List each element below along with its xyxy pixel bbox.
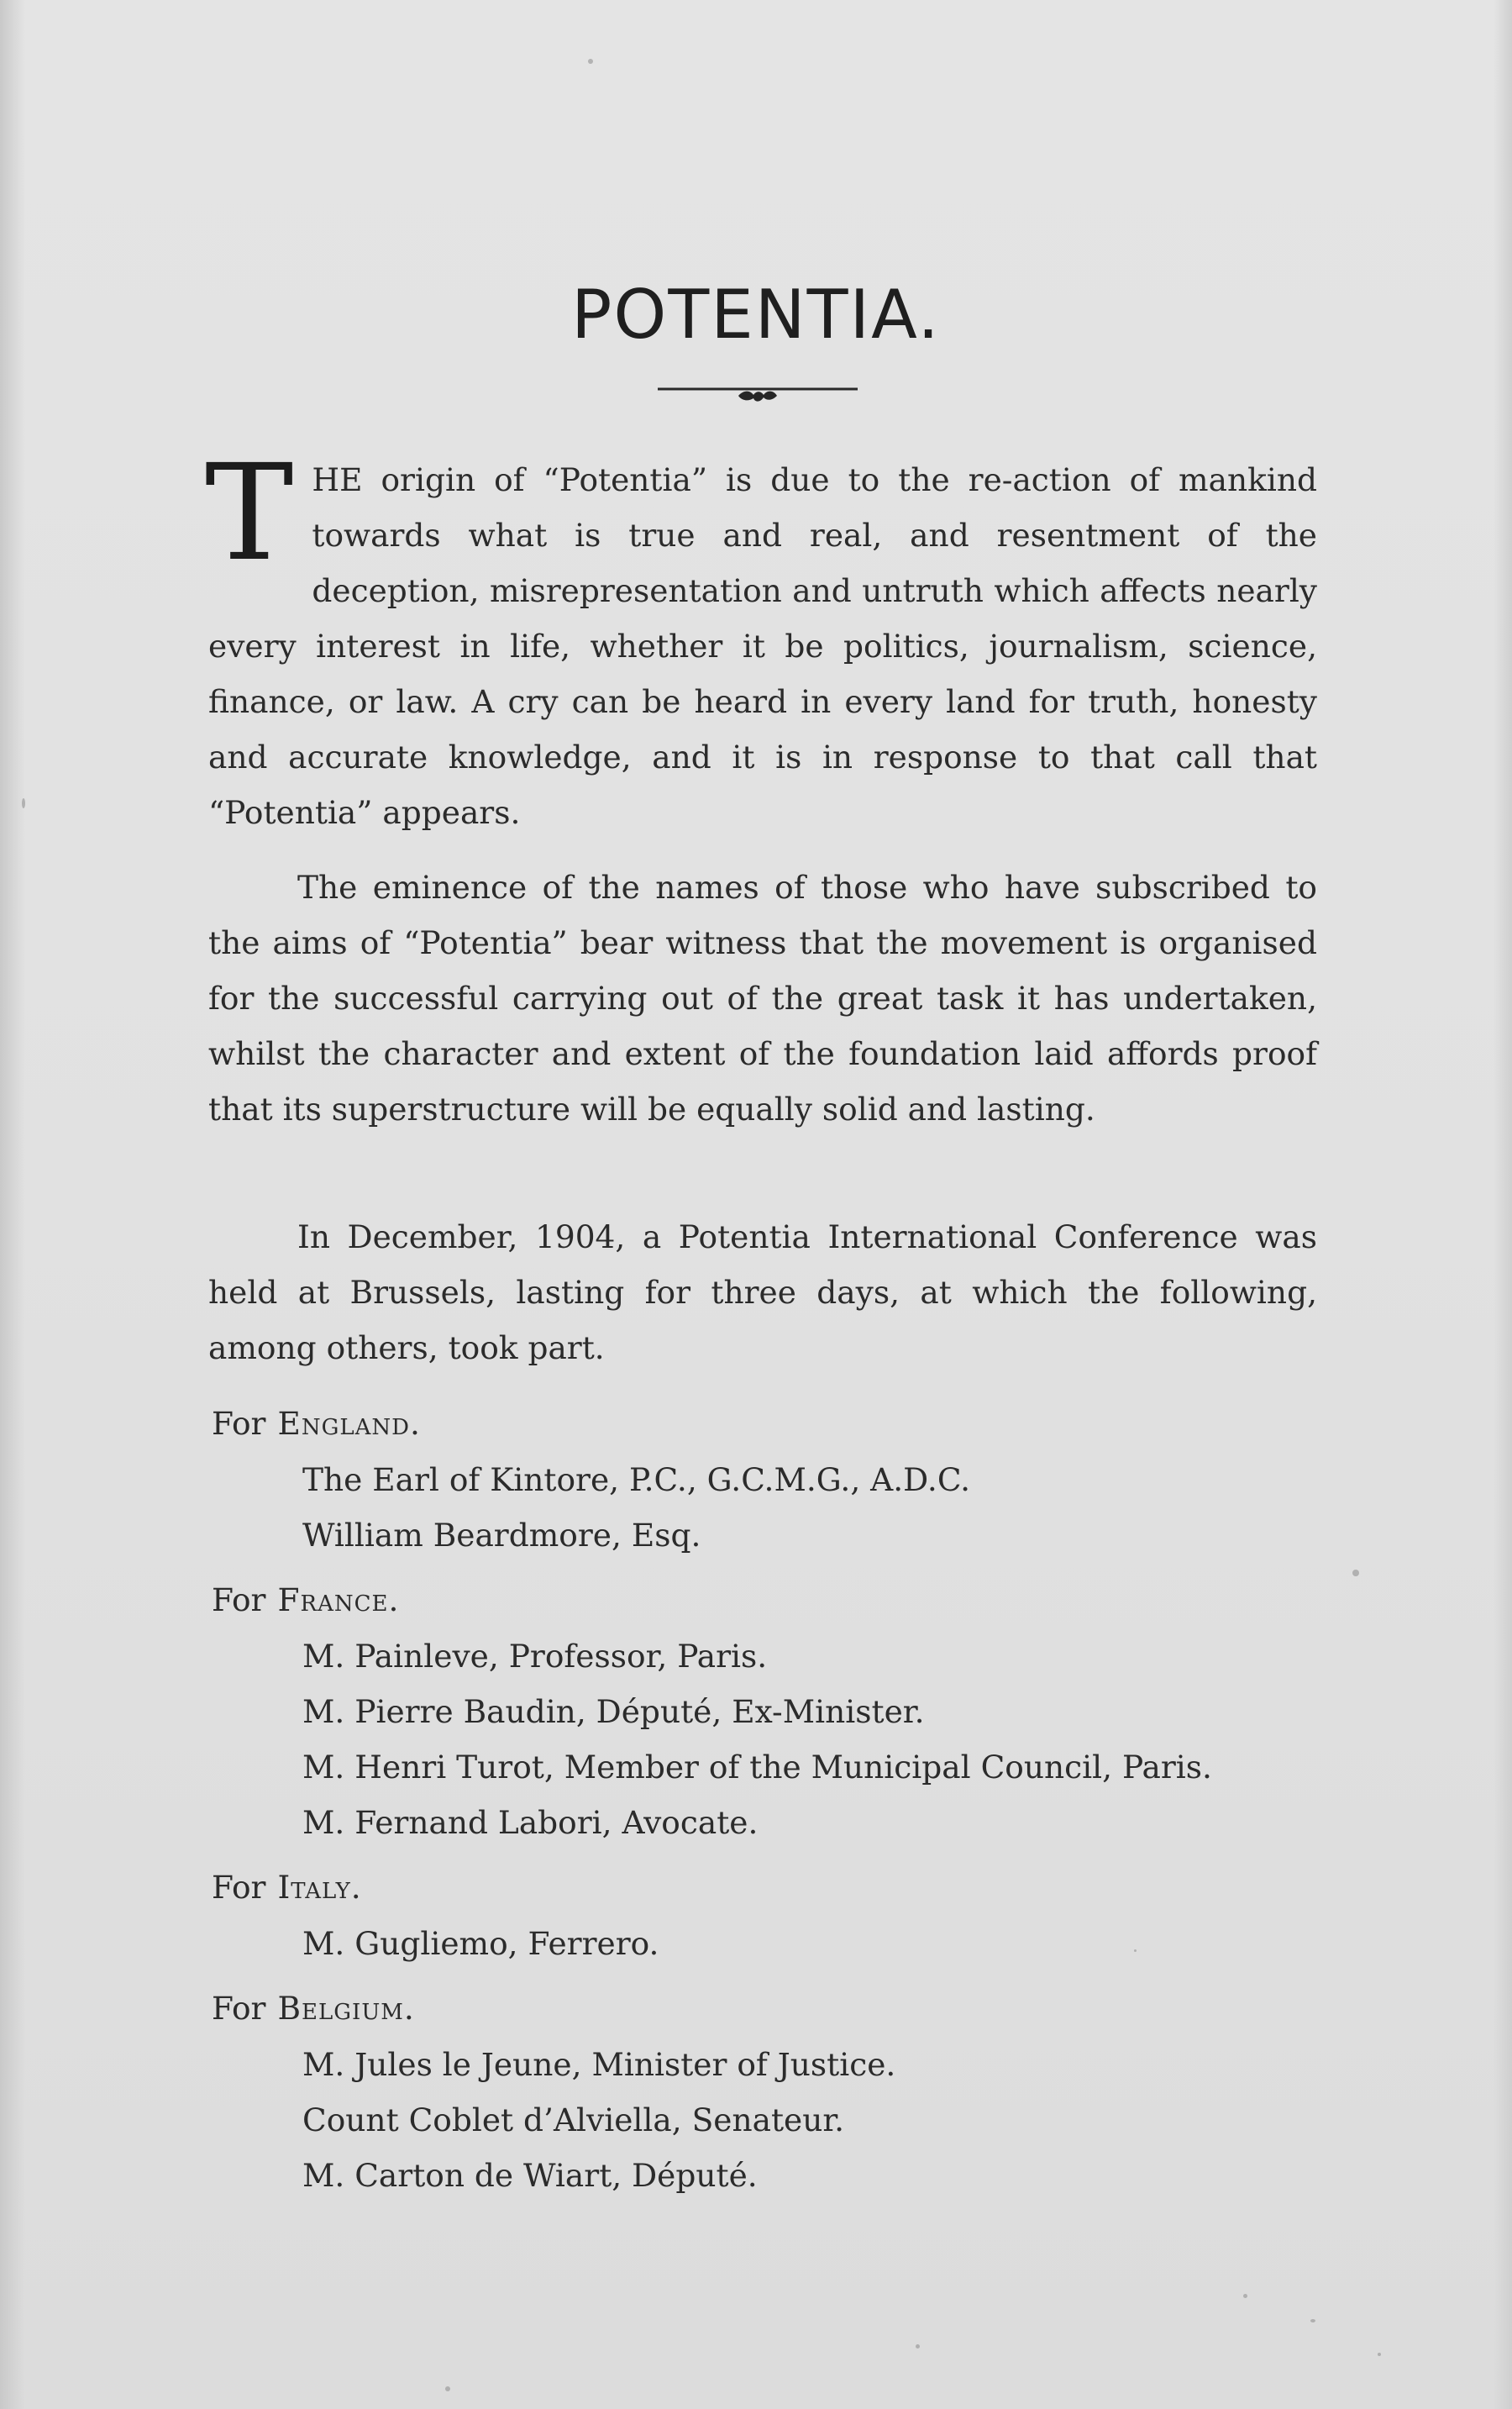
for-label: For [212,1990,266,2027]
for-label: For [212,1869,266,1906]
paper-speck [1134,1949,1137,1952]
delegate-name: Count Coblet d’Alviella, Senateur. [302,2101,845,2138]
delegate-name: M. Gugliemo, Ferrero. [302,1925,659,1962]
delegate-name: William Beardmore, Esq. [302,1517,701,1554]
paper-speck [22,798,25,808]
paper-speck [1243,2294,1247,2298]
delegate-name: M. Henri Turot, Member of the Municipal Council, Paris. [302,1749,1212,1786]
title-rule-ornament [658,382,858,416]
eminence-paragraph: The eminence of the names of those who have subscribed to the aims of “Potentia” bear witness that the movement is organised for the successful carrying out of the great task it has undertaken, whilst the character and extent of the foundation laid affords proof that its superstructure will be equally solid and lasting. [208,869,1317,1128]
intro-paragraph [205,436,1317,840]
delegate-name: M. Pierre Baudin, Député, Ex-Minister. [302,1693,925,1730]
country-name: Belgium. [277,1990,415,2027]
page-title: POTENTIA. [571,276,941,354]
paper-speck [916,2344,920,2349]
delegate-name: The Earl of Kintore, P.C., G.C.M.G., A.D.C. [302,1461,971,1498]
country-name: England. [277,1405,421,1442]
delegation-heading-italy [212,1859,1320,1916]
country-name: France. [277,1581,400,1618]
paper-speck [588,59,593,64]
paper-speck [445,2386,450,2391]
paper-speck [1378,2353,1381,2356]
delegation-heading-france [212,1571,1320,1628]
delegate-name: M. Painleve, Professor, Paris. [302,1638,768,1675]
delegate-name: M. Fernand Labori, Avocate. [302,1804,759,1841]
for-label: For [212,1581,266,1618]
conference-paragraph: In December, 1904, a Potentia International Conference was held at Brussels, lasting for three days, at which the following, among others, took part. [208,1218,1317,1366]
paper-speck [1352,1570,1359,1576]
paper-speck [1310,2319,1315,2322]
intro-paragraph-text: HE origin of “Potentia” is due to the re-action of mankind towards what is true and real, and resentment of the deception, misrepresentation and untruth which affects nearly every interest in life, whether it be politics, journalism, science, finance, or law. A cry can be heard in every land for truth, honesty and accurate knowledge, and it is in response to that call that “Potentia” appears. [208,461,1317,831]
delegation-heading-england [212,1395,1320,1452]
drop-cap: T [205,436,294,591]
delegation-heading-belgium [212,1980,1320,2037]
for-label: For [212,1405,266,1442]
country-name: Italy. [277,1869,362,1906]
delegate-name: M. Jules le Jeune, Minister of Justice. [302,2046,896,2083]
delegate-name: M. Carton de Wiart, Député. [302,2157,758,2194]
delegation-list [212,1395,1320,2203]
